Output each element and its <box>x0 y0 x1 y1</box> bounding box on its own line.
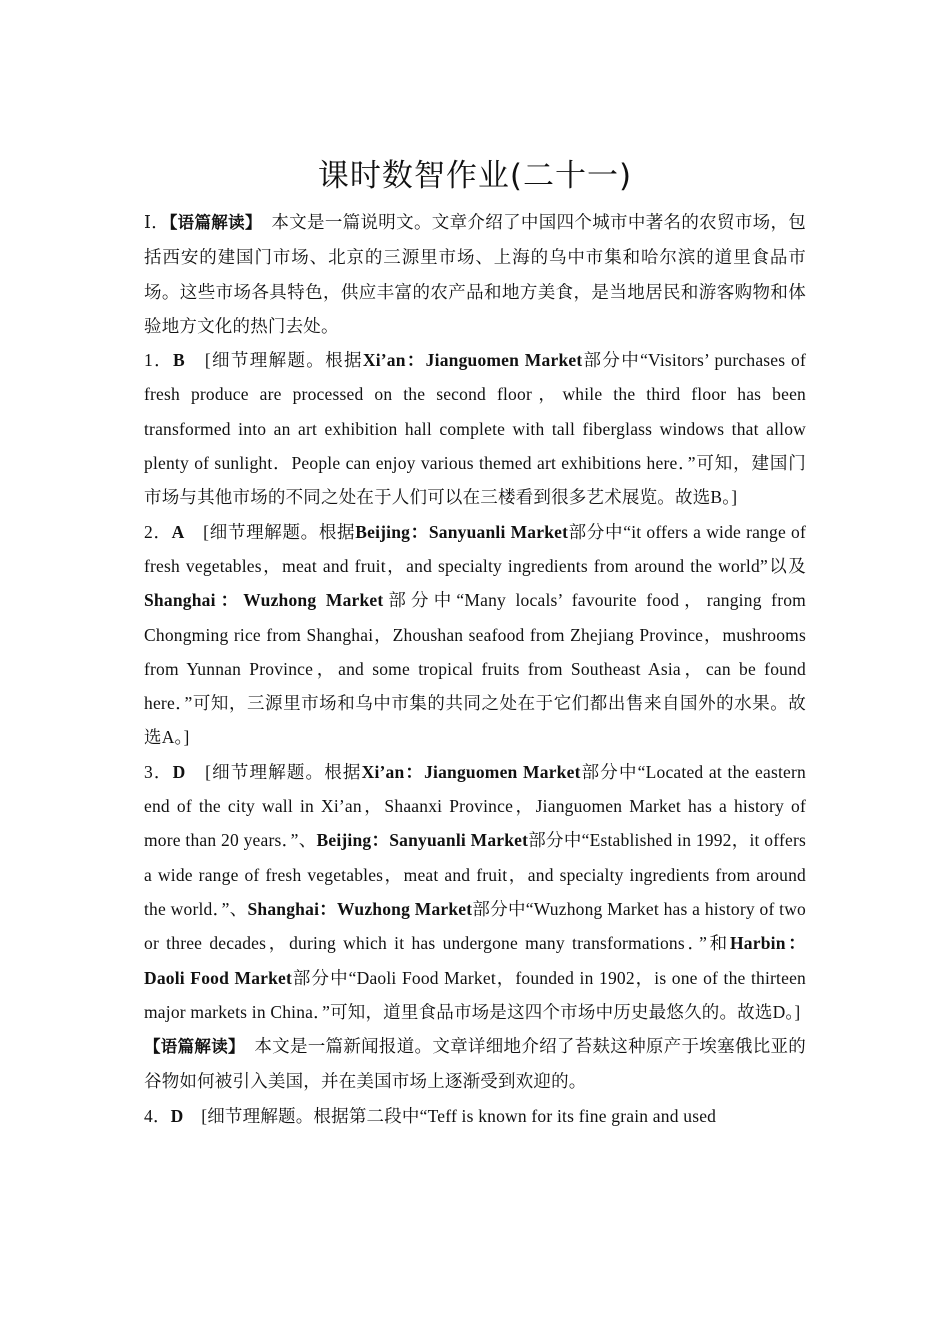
explanation-text: 部分中“Established in 1992，it offers a wide range of fresh vegetables，meat and fruit，and specialty ingredients from around the world．”、 <box>144 830 806 919</box>
explanation-text: 部分中“Visitors’ purchases of fresh produce are processed on the second floor，while the third floor has been transformed into an art exhibition hall complete with tall fiberglass windows that allow plenty of sunlight．People can enjoy various themed art exhibitions here．”可知，建国门市场与其他市场的不同之处在于人们可以在三楼看到很多艺术展览。故选B。] <box>144 350 806 508</box>
item-number: 2． <box>144 521 172 542</box>
item-number: 4． <box>144 1105 171 1126</box>
item-number: 1． <box>144 350 173 371</box>
section-tag: 【语篇解读】 <box>144 1037 237 1057</box>
explanation-text: 部分中“it offers a wide range of fresh vegetables，meat and fruit，and specialty ingredients from around the world”以及 <box>144 521 806 576</box>
section-ref: Shanghai：Wuzhong Market <box>144 590 384 611</box>
answer-letter: B <box>172 350 185 371</box>
document-page <box>144 150 806 1133</box>
section-tag: 【语篇解读】 <box>169 213 254 232</box>
item-number: 3． <box>144 761 173 782</box>
explanation-text: 部分中“Located at the eastern end of the city wall in Xi’an，Shaanxi Province，Jianguomen Market has a history of more than 20 years．”、 <box>144 761 806 851</box>
answer-letter: D <box>170 1105 184 1126</box>
explanation-text: [细节理解题。根据 <box>185 761 362 782</box>
section-ref: Harbin：Daoli Food Market <box>144 933 806 988</box>
answer-item-3 <box>144 755 806 1029</box>
section-ref: Shanghai：Wuzhong Market <box>247 898 473 919</box>
passage-summary-1 <box>144 205 806 343</box>
explanation-text: 部分中“Daoli Food Market，founded in 1902，is one of the thirteen major markets in China．”可知，道里食品市场是这四个市场中历史最悠久的。故选D。] <box>144 967 806 1022</box>
section-ref: Beijing：Sanyuanli Market <box>355 521 569 542</box>
answer-item-1 <box>144 343 806 514</box>
page-title: 课时数智作业(二十一) <box>317 158 633 194</box>
section-ref: Xi’an：Jianguomen Market <box>361 761 581 782</box>
answer-letter: D <box>172 761 186 782</box>
summary-text: 本文是一篇说明文。文章介绍了中国四个城市中著名的农贸市场，包括西安的建国门市场、北京的三源里市场、上海的乌中市集和哈尔滨的道里食品市场。这些市场各具特色，供应丰富的农产品和地方美食，是当地居民和游客购物和体验地方文化的热门去处。 <box>144 212 806 336</box>
explanation-text: 部分中“Wuzhong Market has a history of two or three decades，during which it has undergone many transformations．”和 <box>144 898 806 954</box>
answer-letter: A <box>171 521 185 542</box>
explanation-text: [细节理解题。根据 <box>184 350 363 371</box>
section-number: Ⅰ． <box>144 212 170 232</box>
passage-summary-2 <box>144 1029 806 1099</box>
explanation-text: [细节理解题。根据第二段中“Teff is known for its fine grain and used <box>183 1105 717 1126</box>
summary-text: 本文是一篇新闻报道。文章详细地介绍了苔麸这种原产于埃塞俄比亚的谷物如何被引入美国，并在美国市场上逐渐受到欢迎的。 <box>144 1036 806 1092</box>
section-ref: Beijing：Sanyuanli Market <box>316 830 529 851</box>
explanation-text: 部分中“Many locals’ favourite food，ranging from Chongming rice from Shanghai，Zhoushan seafood from Zhejiang Province，mushrooms from Yunnan Province，and some tropical fruits from Southeast Asia，can be found here．”可知，三源里市场和乌中市集的共同之处在于它们都出售来自国外的水果。故选A。] <box>144 590 806 748</box>
explanation-text: [细节理解题。根据 <box>184 521 356 542</box>
answer-item-4 <box>144 1099 806 1133</box>
answer-item-2 <box>144 515 806 755</box>
section-ref: Xi’an：Jianguomen Market <box>362 350 583 371</box>
